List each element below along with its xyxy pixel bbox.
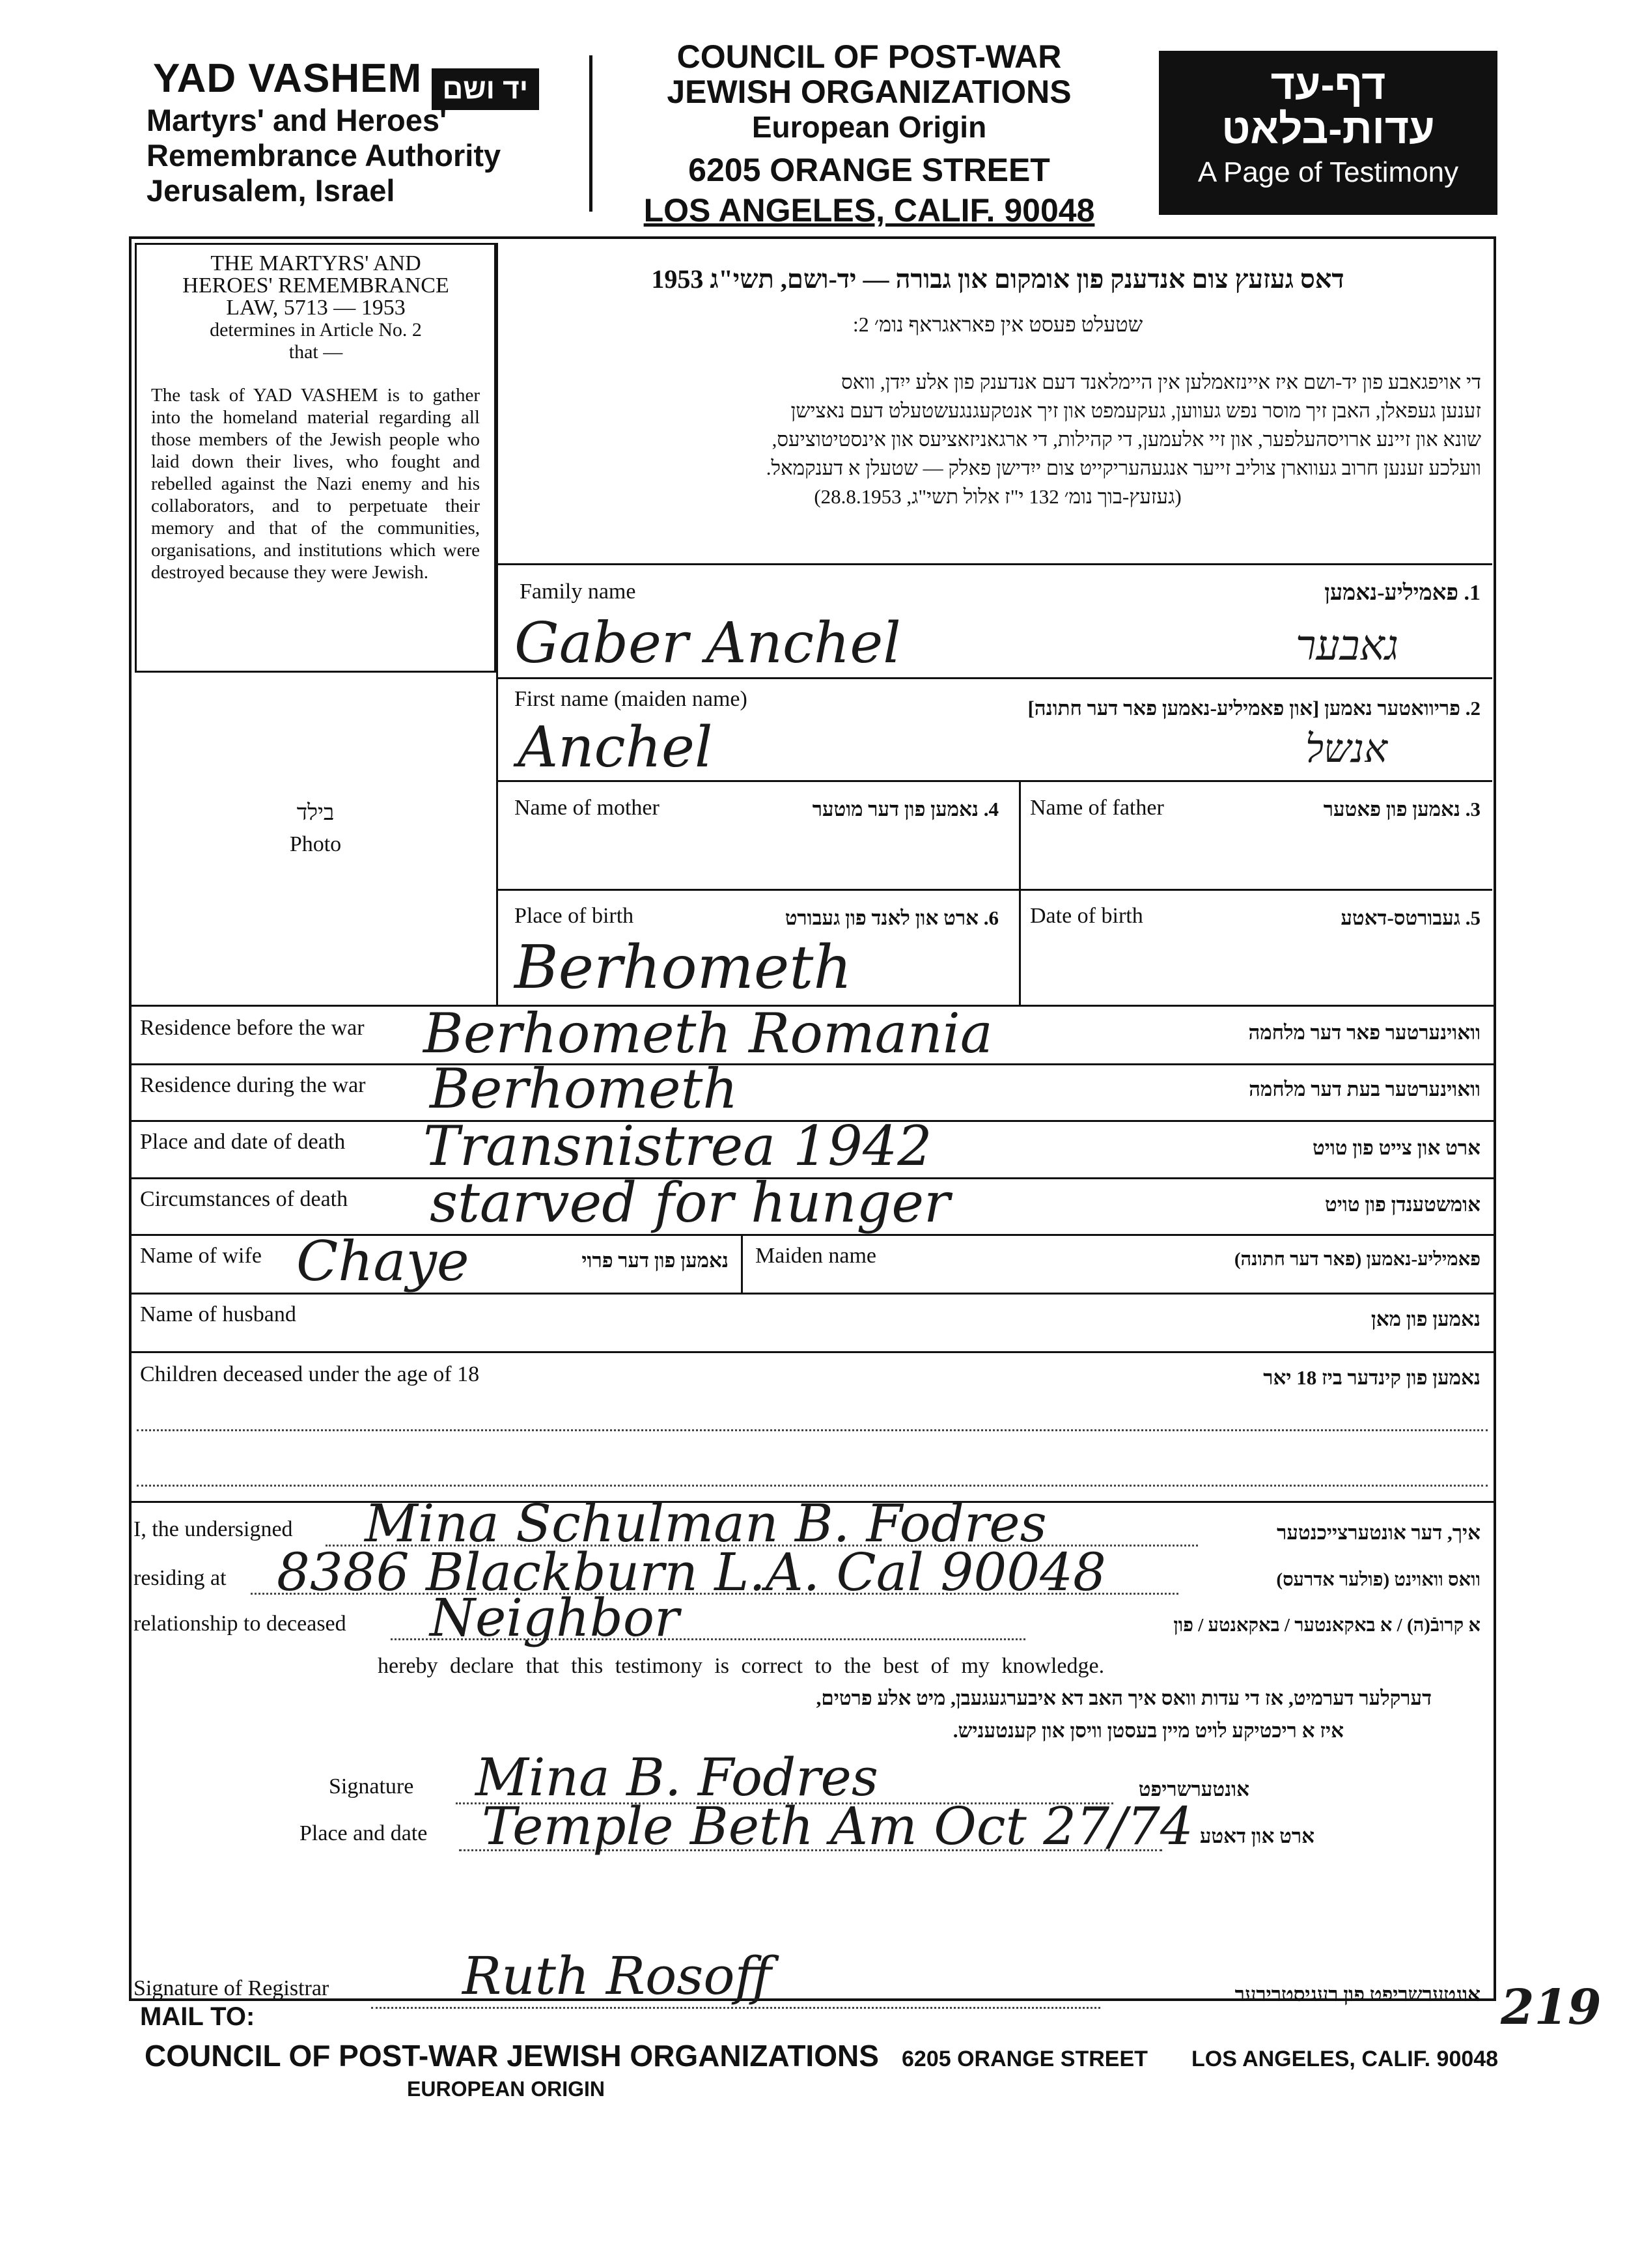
rule-children: [129, 1351, 1496, 1353]
maiden-name-hebrew-label: פאמיליע-נאמען (פאר דער חתונה): [1234, 1249, 1481, 1270]
declaration-english: hereby declare that this testimony is correct to the best of my knowledge.: [378, 1654, 1105, 1678]
law-title-1: THE MARTYRS' AND: [210, 251, 421, 275]
rule-parents: [496, 780, 1492, 782]
place-date-label: Place and date: [299, 1821, 428, 1845]
footer-street: 6205 ORANGE STREET: [902, 2047, 1148, 2071]
circumstances-hebrew-label: אומשטענדן פון טויט: [1324, 1193, 1481, 1216]
council-line-1: COUNCIL OF POST-WAR: [676, 38, 1062, 75]
res-during-value[interactable]: Berhometh: [430, 1057, 738, 1121]
undersigned-label: I, the undersigned: [133, 1517, 293, 1541]
death-label: Place and date of death: [140, 1130, 346, 1154]
res-before-label: Residence before the war: [140, 1016, 365, 1040]
residing-value[interactable]: 8386 Blackburn L.A. Cal 90048: [277, 1542, 1106, 1603]
law-hebrew-line-1: די אויפגאבע פון יד-ושם איז איינזאמלען אין היימלאנד דעם אנדענק פון אלע ייִדן, וואס: [841, 371, 1481, 393]
footer-sub: EUROPEAN ORIGIN: [407, 2077, 605, 2101]
page-number: 219: [1501, 1980, 1602, 2036]
authority-line-1: Martyrs' and Heroes': [146, 103, 447, 137]
birthplace-label: Place of birth: [514, 904, 634, 928]
relationship-value[interactable]: Neighbor: [430, 1588, 680, 1648]
undersigned-value[interactable]: Mina Schulman B. Fodres: [365, 1493, 1047, 1554]
registrar-signature[interactable]: Ruth Rosoff: [462, 1946, 772, 2006]
residing-label: residing at: [133, 1566, 227, 1590]
husband-name-label: Name of husband: [140, 1302, 296, 1326]
death-hebrew-label: ארט און צייט פון טויט: [1312, 1136, 1481, 1159]
declaration-hebrew-2: איז א ריכטיקע לויט מיין בעסטן וויסן און קענטעניש.: [953, 1719, 1344, 1742]
declaration-hebrew-1: דערקלער דערמיט, אז די עדות וואס איך האב דא איבערגעגעבן, מיט אלע פרטים,: [816, 1687, 1432, 1709]
relationship-hebrew-label: א קרובֿ(ה) / א באקאנטער / באקאנטע / פון: [1173, 1615, 1481, 1636]
law-hebrew-line-2: זענען געפאלן, האבן זיך מוסר נפש געווען, געקעמפט און זיך אנטקעגנגעשטעלט דעם נאצישן: [790, 399, 1481, 422]
law-hebrew-body: [514, 368, 1481, 511]
place-date-hebrew-label: ארט און דאטע: [1199, 1825, 1314, 1847]
wife-name-label: Name of wife: [140, 1244, 262, 1268]
council-line-3: European Origin: [751, 110, 987, 144]
header-divider: [589, 55, 592, 212]
family-name-hebrew-label: 1. פאמיליע-נאמען: [1324, 581, 1481, 605]
birthplace-hebrew-label: 6. ארט און לאנד פון געבורט: [785, 906, 999, 929]
rule-birth: [496, 889, 1492, 891]
mother-name-hebrew-label: 4. נאמען פון דער מוטער: [812, 798, 999, 820]
law-title-3: LAW, 5713 — 1953: [226, 296, 406, 320]
children-hebrew-label: נאמען פון קינדער ביז 18 יאר: [1263, 1366, 1481, 1389]
law-hebrew-line-4: וועלכע זענען חרוב געווארן צוליב זייער אנגעהעריקייט צום ייִדישן פאלק — שטעלן א דענקמאל.: [766, 456, 1481, 479]
birthplace-value[interactable]: Berhometh: [514, 932, 852, 1002]
rule-parents-divider: [1019, 780, 1021, 1005]
family-name-hebrew-value[interactable]: גאבער: [1296, 622, 1399, 670]
relationship-label: relationship to deceased: [133, 1612, 346, 1636]
yad-vashem-logo: [153, 55, 539, 110]
signature-label: Signature: [329, 1774, 414, 1799]
signature-value[interactable]: Mina B. Fodres: [475, 1747, 878, 1808]
law-title-5: that —: [288, 341, 343, 363]
family-name-label: Family name: [520, 580, 636, 604]
maiden-name-label: Maiden name: [755, 1244, 876, 1268]
council-line-4: 6205 ORANGE STREET: [688, 152, 1050, 188]
page-of-testimony-badge: [1159, 51, 1497, 215]
first-name-value[interactable]: Anchel: [518, 715, 713, 780]
circumstances-value[interactable]: starved for hunger: [430, 1171, 951, 1235]
photo-label: Photo: [289, 832, 342, 856]
res-before-hebrew-label: וואוינערטער פאר דער מלחמה: [1248, 1021, 1481, 1044]
law-hebrew-line-3: שונא און זיינע ארויסהעלפער, און זיי אלעמען, די קהילות, די ארגאניזאציעס און אינסטיטוציעס,: [772, 428, 1481, 451]
badge-hebrew-2: עדות-בלאט: [1221, 105, 1435, 152]
first-name-hebrew-value[interactable]: אנשל: [1305, 726, 1388, 772]
photo-label-hebrew: בילד: [296, 801, 335, 825]
undersigned-hebrew-label: איך, דער אונטערצייכנטער: [1277, 1521, 1481, 1544]
place-date-value[interactable]: Temple Beth Am Oct 27/74: [482, 1796, 1193, 1856]
council-line-5: LOS ANGELES, CALIF. 90048: [643, 192, 1095, 229]
registrar-label: Signature of Registrar: [133, 1976, 329, 2000]
death-value[interactable]: Transnistrea 1942: [423, 1114, 932, 1178]
mail-to-label: MAIL TO:: [140, 2002, 255, 2031]
wife-name-hebrew-label: נאמען פון דער פרוי: [581, 1249, 729, 1272]
registrar-hebrew-label: אונטערשריפט פון רעגיסטרירער: [1234, 1983, 1481, 2006]
authority-line-3: Jerusalem, Israel: [146, 173, 395, 208]
rule-wife-divider: [741, 1234, 743, 1293]
law-title: [140, 253, 492, 363]
authority-name: [146, 103, 501, 208]
birthdate-hebrew-label: 5. געבורטס-דאטע: [1341, 906, 1481, 929]
res-during-label: Residence during the war: [140, 1073, 366, 1097]
law-hebrew-subtitle: שטעלט פעסט אין פאראגראף נומ׳ 2:: [852, 313, 1143, 336]
law-title-4: determines in Article No. 2: [210, 319, 422, 341]
birthdate-label: Date of birth: [1030, 904, 1143, 928]
council-line-2: JEWISH ORGANIZATIONS: [667, 74, 1072, 110]
badge-english: A Page of Testimony: [1197, 156, 1459, 188]
law-hebrew-title: דאס געזעץ צום אנדענק פון אומקום און גבורה — יד-ושם, תשי"ג 1953: [651, 264, 1344, 294]
yad-vashem-title: YAD VASHEM: [153, 56, 423, 101]
law-hebrew-line-5: (געזעץ-בוך נומ׳ 132 י"ז אלול תשי"ג, 28.8.1953): [814, 485, 1182, 508]
badge-hebrew-1: דף-עד: [1270, 61, 1386, 108]
circumstances-label: Circumstances of death: [140, 1187, 348, 1211]
wife-name-value[interactable]: Chaye: [296, 1229, 469, 1293]
rule-first: [496, 677, 1492, 679]
father-name-hebrew-label: 3. נאמען פון פאטער: [1323, 798, 1481, 820]
footer-city: LOS ANGELES, CALIF. 90048: [1191, 2047, 1499, 2071]
first-name-label: First name (maiden name): [514, 687, 747, 711]
husband-name-hebrew-label: נאמען פון מאן: [1370, 1308, 1481, 1330]
photo-area: [135, 677, 496, 1003]
residing-hebrew-label: וואס וואוינט (פולער אדרעס): [1276, 1569, 1481, 1590]
law-body: The task of YAD VASHEM is to gather into the homeland material regarding all those members of the Jewish people who laid down their lives, who fought and rebelled against the Nazi enemy and his collaborators, and to perpetuate their memory and that of the communities, organisations, and institutions which were destroyed because they were Jewish.: [151, 385, 480, 583]
children-dotted-2: [137, 1485, 1488, 1487]
signature-hebrew-label: אונטערשריפט: [1138, 1778, 1249, 1800]
father-name-label: Name of father: [1030, 796, 1164, 820]
registrar-line: [371, 2007, 1100, 2009]
footer-org: COUNCIL OF POST-WAR JEWISH ORGANIZATIONS: [145, 2039, 879, 2073]
council-address: [625, 39, 1113, 228]
authority-line-2: Remembrance Authority: [146, 138, 501, 173]
family-name-value[interactable]: Gaber Anchel: [514, 611, 901, 676]
yad-vashem-hebrew-badge: יד ושם: [432, 68, 540, 110]
res-before-value[interactable]: Berhometh Romania: [423, 1001, 993, 1065]
mother-name-label: Name of mother: [514, 796, 660, 820]
res-during-hebrew-label: וואוינערטער בעת דער מלחמה: [1249, 1078, 1481, 1100]
rule-family: [496, 563, 1492, 565]
children-label: Children deceased under the age of 18: [140, 1362, 480, 1386]
first-name-hebrew-label: 2. פריוואטער נאמען [און פאמיליע-נאמען פאר דער חתונה]: [1027, 697, 1481, 720]
children-dotted-1: [137, 1429, 1488, 1431]
law-title-2: HEROES' REMEMBRANCE: [182, 273, 449, 298]
